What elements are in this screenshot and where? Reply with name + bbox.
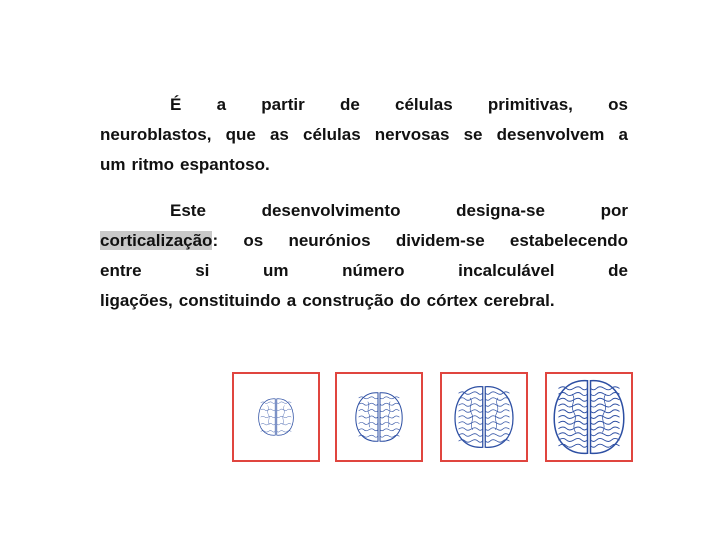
word: que <box>225 125 256 144</box>
word: a <box>618 125 628 144</box>
word: É <box>170 95 182 114</box>
word: entre <box>100 261 142 280</box>
word: de <box>339 95 360 114</box>
word: : <box>212 231 219 250</box>
term-group <box>100 226 218 256</box>
brain-frame-2 <box>335 372 423 462</box>
word: dividem-se <box>395 231 485 250</box>
word: um <box>263 261 289 280</box>
word: construção <box>302 291 394 310</box>
word: os <box>608 95 628 114</box>
p2-line-4 <box>100 286 628 316</box>
brain-frame-1 <box>232 372 320 462</box>
highlighted-term: corticalização <box>100 231 213 250</box>
p2-line-1 <box>100 196 628 226</box>
word: desenvolvimento <box>261 201 401 220</box>
word: ritmo <box>131 155 174 174</box>
word: si <box>195 261 210 280</box>
word: se <box>463 125 483 144</box>
word: primitivas, <box>487 95 573 114</box>
p1-line-3 <box>100 150 628 180</box>
p1-line-1 <box>100 90 628 120</box>
word: número <box>342 261 405 280</box>
word: nervosas <box>374 125 450 144</box>
word: a <box>216 95 227 114</box>
word: Este <box>170 201 206 220</box>
brain-frame-4 <box>545 372 633 462</box>
word: constituindo <box>178 291 281 310</box>
word: de <box>608 261 628 280</box>
word: córtex <box>426 291 478 310</box>
word: cerebral. <box>483 291 555 310</box>
brain-frame-3 <box>440 372 528 462</box>
brain-medium-image <box>337 374 421 460</box>
word: ligações, <box>100 291 173 310</box>
brain-large-image <box>442 374 526 460</box>
word: do <box>399 291 421 310</box>
word: desenvolvem <box>496 125 605 144</box>
word: designa-se <box>456 201 545 220</box>
p1-line-2 <box>100 120 628 150</box>
word: as <box>269 125 289 144</box>
word: partir <box>261 95 305 114</box>
word: células <box>395 95 453 114</box>
p2-line-3 <box>100 256 628 286</box>
word: os <box>243 231 264 250</box>
word: estabelecendo <box>509 231 628 250</box>
text-block <box>100 90 628 316</box>
word: a <box>286 291 297 310</box>
word: um <box>100 155 126 174</box>
word: incalculável <box>458 261 555 280</box>
word: por <box>600 201 628 220</box>
word: células <box>303 125 361 144</box>
p2-line-2 <box>100 226 628 256</box>
brain-xlarge-image <box>547 374 631 460</box>
word: espantoso. <box>180 155 270 174</box>
brain-small-image <box>234 374 318 460</box>
word: neurónios <box>288 231 371 250</box>
word: neuroblastos, <box>100 125 212 144</box>
brain-images-row <box>0 372 728 472</box>
